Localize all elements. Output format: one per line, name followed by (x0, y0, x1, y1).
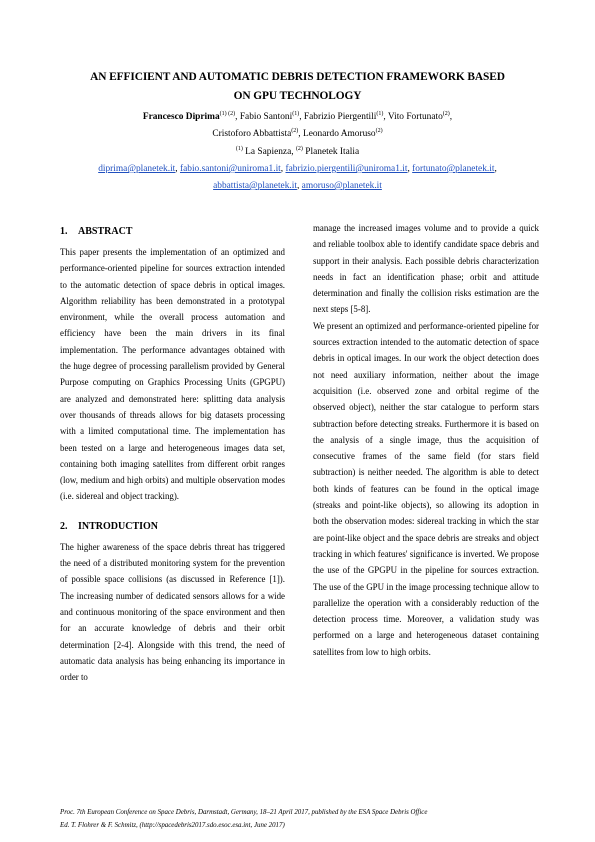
introduction-paragraph: The higher awareness of the space debris threat has triggered the need of a distributed monitoring system for the prevention of possible space collisions (as discussed in Reference [1]). The increasing number of dedicated sensors allows for a wide and continuous monitoring of the space environment and then for an accurate knowledge of debris and their orbit determination [2-4]. Alongside with this trend, the need of automatic data analysis has being enhancing its importance in order to (60, 541, 285, 683)
author-name: , Fabio Santoni (235, 112, 293, 122)
affiliations (80, 144, 515, 161)
affiliation-name: Planetek Italia (302, 147, 360, 157)
section-heading-abstract (60, 224, 285, 240)
section-title: ABSTRACT (78, 226, 133, 237)
section-number: 2. (60, 520, 68, 532)
email-separator: , (407, 164, 413, 174)
email-list (70, 161, 525, 195)
title-line-2: ON GPU TECHNOLOGY (233, 90, 362, 102)
title-line-1: AN EFFICIENT AND AUTOMATIC DEBRIS DETECTION FRAMEWORK BASED (90, 71, 505, 83)
author-affil-mark: (1) (376, 111, 384, 117)
section-spacer (60, 505, 285, 515)
email-link[interactable]: amoruso@planetek.it (301, 181, 382, 191)
author-line-1 (80, 109, 515, 126)
section-title: INTRODUCTION (78, 520, 159, 532)
affiliation-mark: (2) (295, 146, 303, 152)
email-link[interactable]: fortunato@planetek.it (412, 164, 495, 174)
author-separator: , (449, 112, 453, 122)
author-affil-mark: (1) (2) (219, 111, 236, 117)
email-link[interactable]: fabrizio.piergentili@uniroma1.it (285, 164, 408, 174)
author-affil-mark: (2) (291, 128, 299, 134)
author-affil-mark: (2) (442, 111, 450, 117)
email-link[interactable]: fabio.santoni@uniroma1.it (179, 164, 281, 174)
section-number: 1. (60, 226, 68, 237)
paper-title (80, 68, 515, 106)
author-name: Francesco Diprima (142, 112, 220, 122)
footer-line-1: Proc. 7th European Conference on Space Debris, Darmstadt, Germany, 18–21 April 2017, published by the ESA Space Debris Office (60, 809, 428, 816)
left-column (60, 220, 285, 685)
email-line-2 (70, 178, 525, 195)
affiliation-name: La Sapienza, (242, 147, 296, 157)
footer-line-2: Ed. T. Flohrer & F. Schmitz, (http://spacedebris2017.sdo.esoc.esa.int, June 2017) (60, 822, 285, 829)
abstract-paragraph: This paper presents the implementation of an optimized and performance-oriented pipeline for sources extraction intended to the automatic detection of space debris in optical images. Algorithm reliability has been demonstrated in a prototypal environment, while the overall process automation and efficiency have been the main drivers in its final implementation. The performance advantages obtained with the huge degree of processing parallelism provided by General Purpose computing on Graphics Processing Units (GPGPU) are analyzed and demonstrated here: splitting data analysis over thousands of threads allows for big datasets processing with a limited computational time. The implementation has been tested on a large and heterogeneous images data set, containing both imaging satellites from different orbit ranges (low, medium and high orbits) and multiple observation modes (i.e. sidereal and object tracking). (60, 247, 285, 502)
author-name: Cristoforo Abbattista (212, 129, 292, 139)
author-name: , Vito Fortunato (383, 112, 443, 122)
email-link[interactable]: abbattista@planetek.it (213, 181, 297, 191)
author-affil-mark: (1) (292, 111, 300, 117)
author-name: , Fabrizio Piergentili (299, 112, 377, 122)
email-separator: , (494, 164, 497, 174)
author-affil-mark: (2) (375, 128, 383, 134)
section-heading-introduction (60, 519, 285, 535)
author-name: , Leonardo Amoruso (298, 129, 376, 139)
email-line-1 (70, 161, 525, 178)
right-column (313, 220, 539, 660)
introduction-paragraph-continued: manage the increased images volume and to provide a quick and reliable toolbox able to identify candidate space debris and support in their analysis. Each possible debris characterization needs in fact an identification phase; orbit and attitude determination and finally the collision risks estimation are the next steps [5-8]. (313, 223, 539, 315)
affiliation-mark: (1) (235, 146, 243, 152)
author-list (80, 109, 515, 143)
page-footer (60, 806, 540, 832)
email-link[interactable]: diprima@planetek.it (98, 164, 176, 174)
email-separator: , (280, 164, 286, 174)
email-separator: , (296, 181, 302, 191)
email-separator: , (175, 164, 180, 174)
introduction-paragraph: We present an optimized and performance-oriented pipeline for sources extraction intended to the automatic detection of space debris in optical images. In our work the object detection does not need auxiliary information, neither about the image acquisition (i.e. observed zone and orbital regime of the observed object), neither the star catalogue to perform stars subtraction before detecting streaks. Furthermore it is based on the analysis of a single image, thus the acquisition of consecutive frames of the same field (for stars field subtraction) is neither needed. The algorithm is able to detect both kinds of features can be found in the optical image (streaks and point-like objects), so allowing its adoption in both the observation modes: sidereal tracking in which the star are point-like object and the space debris are streaks and object tracking in which features' significance is inverted. We propose the use of the GPGPU in the pipeline for sources extraction. The use of the GPU in the image processing technique allow to parallelize the operation with a considerably reduction of the detection process time. Moreover, a validation study was performed on a large and heterogeneous dataset containing satellites from low to high orbits. (313, 320, 539, 657)
author-line-2 (80, 126, 515, 143)
